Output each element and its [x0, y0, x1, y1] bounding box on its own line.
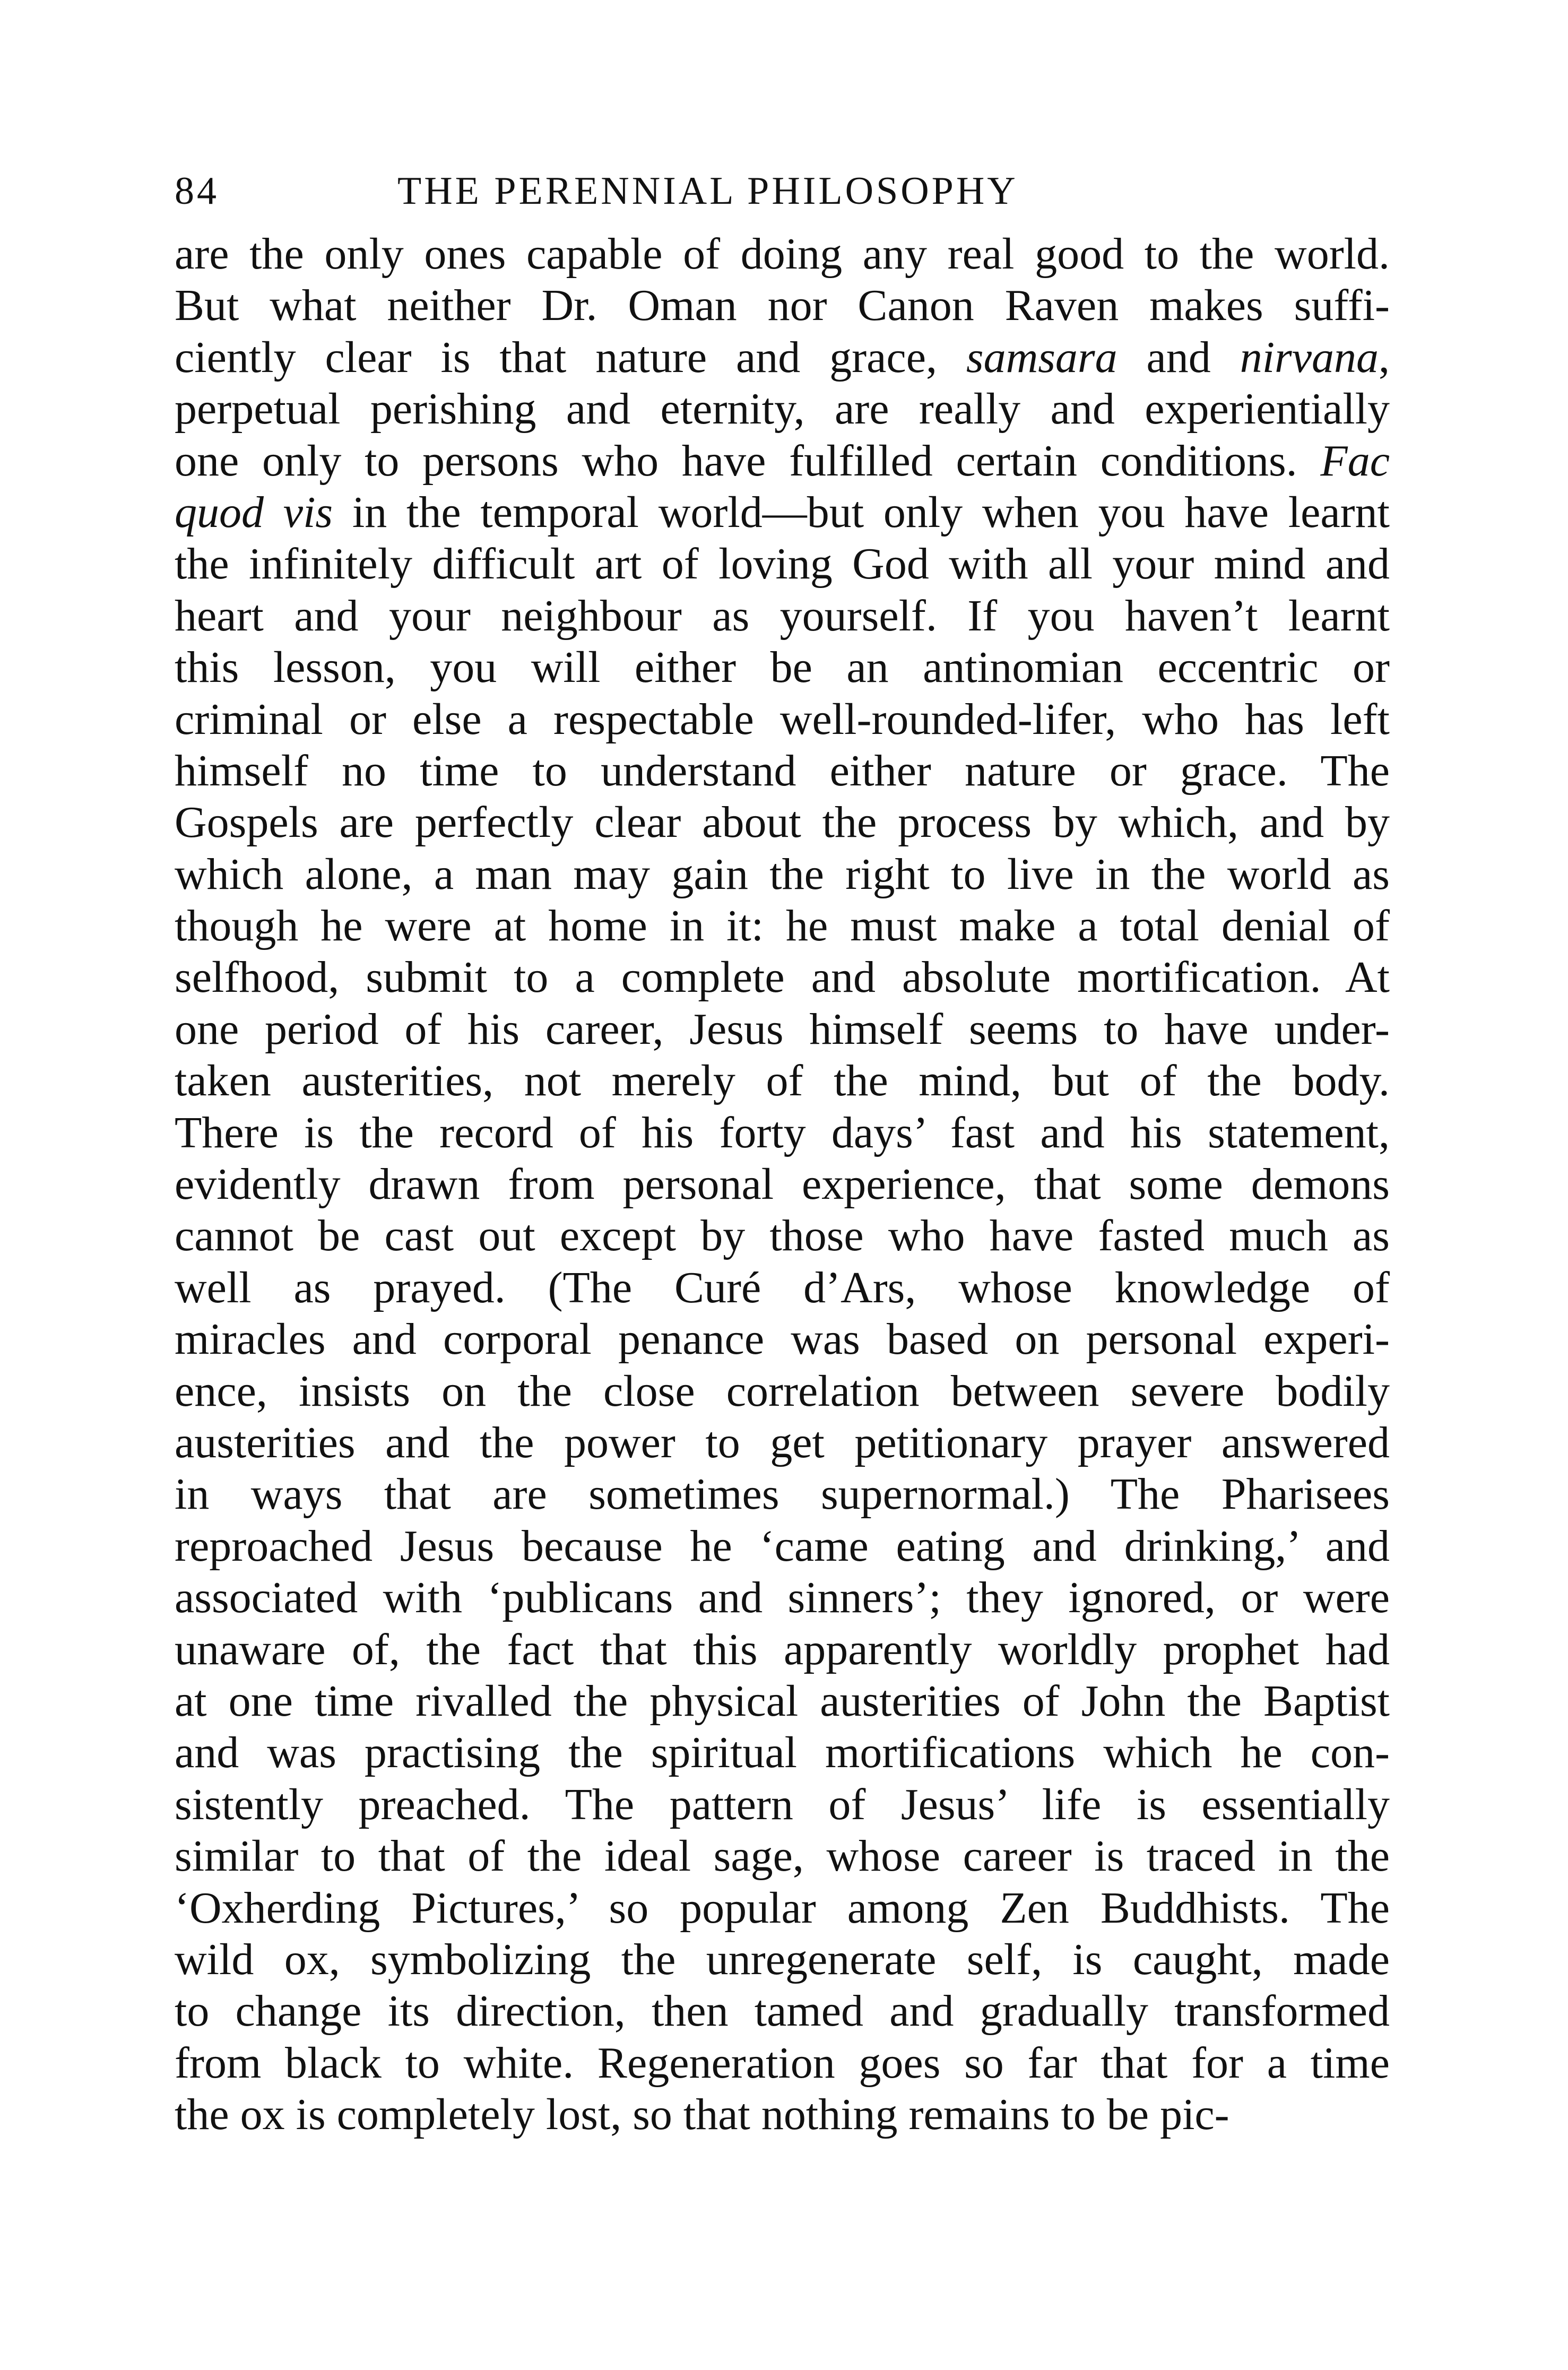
- text-segment: ciently clear is that nature and grace,: [175, 332, 966, 382]
- text-segment: ,: [1379, 332, 1390, 382]
- text-line: [175, 797, 1390, 848]
- text-segment: which alone, a man may gain the right to live in the world as: [175, 849, 1390, 899]
- text-line: [175, 1158, 1390, 1210]
- text-line: [175, 383, 1390, 435]
- text-segment: evidently drawn from personal experience, that some demons: [175, 1160, 1390, 1209]
- text-segment: in the temporal world—but only when you have learnt: [333, 487, 1390, 537]
- italic-term: samsara: [966, 332, 1117, 382]
- text-line: [175, 228, 1390, 280]
- text-line: [175, 1624, 1390, 1675]
- text-segment: cannot be cast out except by those who have fasted much as: [175, 1211, 1390, 1261]
- text-segment: selfhood, submit to a complete and absolute mortification. At: [175, 953, 1390, 1002]
- text-segment: the infinitely difficult art of loving God with all your mind and: [175, 539, 1390, 589]
- text-segment: unaware of, the fact that this apparently worldly prophet had: [175, 1624, 1390, 1674]
- text-segment: and: [1117, 332, 1240, 382]
- text-segment: reproached Jesus because he ‘came eating and drinking,’ and: [175, 1521, 1390, 1571]
- text-line: [175, 1468, 1390, 1520]
- running-title: THE PERENNIAL PHILOSOPHY: [397, 169, 1018, 213]
- text-segment: perpetual perishing and eternity, are really and experientially: [175, 384, 1390, 434]
- text-line: [175, 952, 1390, 1003]
- text-line: [175, 1830, 1390, 1882]
- page-number: 84: [175, 169, 219, 213]
- text-segment: well as prayed. (The Curé d’Ars, whose knowledge of: [175, 1262, 1390, 1312]
- text-segment: austerities and the power to get petitionary prayer answered: [175, 1417, 1390, 1467]
- italic-term: nirvana: [1240, 332, 1379, 382]
- text-line: [175, 745, 1390, 797]
- text-segment: from black to white. Regeneration goes so far that for a time: [175, 2038, 1390, 2088]
- text-line: [175, 1520, 1390, 1572]
- text-line: [175, 1262, 1390, 1313]
- text-segment: criminal or else a respectable well-rounded-lifer, who has left: [175, 694, 1390, 744]
- text-line: [175, 1313, 1390, 1365]
- text-line: [175, 2089, 1390, 2140]
- text-line: [175, 694, 1390, 745]
- text-segment: himself no time to understand either nature or grace. The: [175, 746, 1390, 795]
- text-segment: in ways that are sometimes supernormal.) The Pharisees: [175, 1469, 1390, 1519]
- text-segment: similar to that of the ideal sage, whose career is traced in the: [175, 1831, 1390, 1881]
- text-line: [175, 1107, 1390, 1158]
- text-line: [175, 1675, 1390, 1727]
- text-segment: are the only ones capable of doing any real good to the world.: [175, 229, 1390, 279]
- text-segment: associated with ‘publicans and sinners’; they ignored, or were: [175, 1573, 1390, 1623]
- text-line: [175, 1934, 1390, 1985]
- text-line: [175, 280, 1390, 331]
- text-segment: heart and your neighbour as yourself. If you haven’t learnt: [175, 591, 1390, 641]
- text-segment: ence, insists on the close correlation between severe bodily: [175, 1366, 1390, 1416]
- text-line: [175, 590, 1390, 642]
- text-line: [175, 332, 1390, 383]
- text-segment: There is the record of his forty days’ fast and his statement,: [175, 1108, 1390, 1157]
- text-segment: at one time rivalled the physical austerities of John the Baptist: [175, 1676, 1390, 1726]
- running-head: [175, 159, 1390, 223]
- text-line: [175, 1779, 1390, 1830]
- italic-term: quod vis: [175, 487, 333, 537]
- body-text: [175, 228, 1390, 2140]
- text-segment: Gospels are perfectly clear about the process by which, and by: [175, 798, 1390, 847]
- text-line: [175, 1055, 1390, 1106]
- text-segment: taken austerities, not merely of the mind, but of the body.: [175, 1056, 1390, 1106]
- text-segment: But what neither Dr. Oman nor Canon Raven makes suffi-: [175, 281, 1390, 331]
- text-line: [175, 1572, 1390, 1623]
- text-segment: sistently preached. The pattern of Jesus’ life is essentially: [175, 1779, 1390, 1829]
- text-line: [175, 1210, 1390, 1261]
- text-line: [175, 849, 1390, 900]
- text-line: [175, 900, 1390, 952]
- text-line: [175, 1004, 1390, 1055]
- text-segment: the ox is completely lost, so that nothing remains to be pic-: [175, 2090, 1229, 2140]
- text-segment: one period of his career, Jesus himself seems to have under-: [175, 1004, 1390, 1054]
- text-line: [175, 1985, 1390, 2037]
- text-line: [175, 2037, 1390, 2089]
- text-segment: wild ox, symbolizing the unregenerate self, is caught, made: [175, 1934, 1390, 1984]
- text-segment: and was practising the spiritual mortifications which he con-: [175, 1728, 1390, 1778]
- text-line: [175, 1727, 1390, 1778]
- text-segment: one only to persons who have fulfilled certain conditions.: [175, 436, 1321, 486]
- italic-term: Fac: [1320, 436, 1390, 486]
- text-line: [175, 538, 1390, 590]
- text-segment: miracles and corporal penance was based on personal experi-: [175, 1314, 1390, 1364]
- text-line: [175, 642, 1390, 693]
- text-line: [175, 1365, 1390, 1417]
- text-line: [175, 487, 1390, 538]
- text-segment: though he were at home in it: he must make a total denial of: [175, 901, 1390, 951]
- text-line: [175, 1882, 1390, 1934]
- text-line: [175, 1417, 1390, 1468]
- text-segment: this lesson, you will either be an antinomian eccentric or: [175, 643, 1390, 693]
- text-segment: ‘Oxherding Pictures,’ so popular among Zen Buddhists. The: [175, 1883, 1390, 1933]
- text-line: [175, 435, 1390, 487]
- text-segment: to change its direction, then tamed and gradually transformed: [175, 1986, 1390, 2036]
